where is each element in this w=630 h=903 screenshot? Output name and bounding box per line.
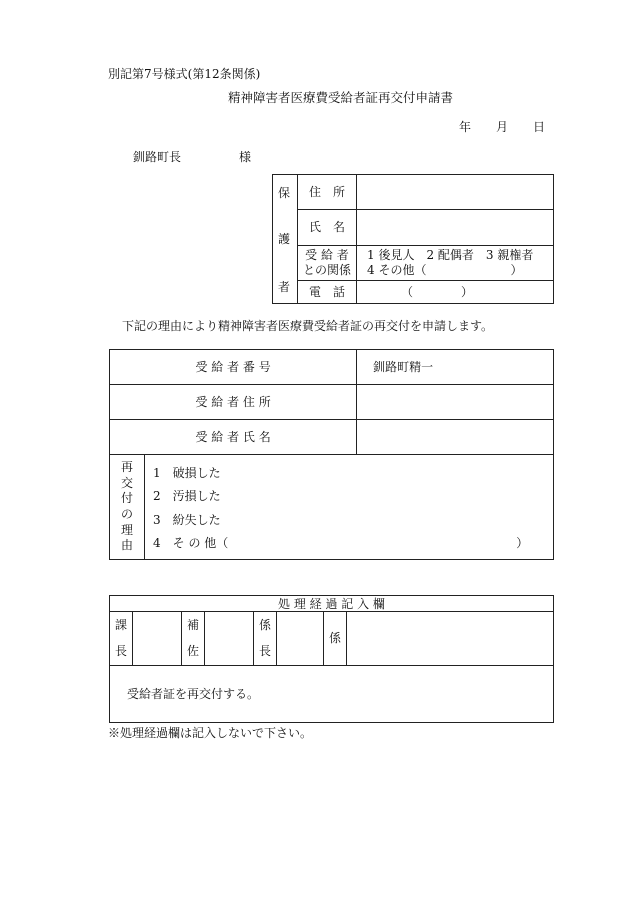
date-day-label: 日: [533, 120, 546, 134]
stamp-box-clerk[interactable]: [347, 612, 554, 666]
stamp-box-chief-clerk[interactable]: [277, 612, 324, 666]
recipient-address-label: 受 給 者 住 所: [110, 385, 357, 420]
recipient-name-label: 受 給 者 氏 名: [110, 420, 357, 455]
form-reference: 別記第7号様式(第12条関係): [108, 67, 261, 81]
recipient-number-field[interactable]: 釧路町精一: [357, 350, 554, 385]
honorific: 様: [239, 150, 252, 164]
phone-label: 電 話: [298, 280, 357, 303]
date-month-label: 月: [496, 120, 509, 134]
guardian-name-label: 氏 名: [298, 210, 357, 245]
relationship-label: 受 給 者 との関係: [298, 245, 357, 280]
stamp-label-clerk: 係: [324, 612, 347, 666]
date-year-label: 年: [459, 120, 472, 134]
form-title: 精神障害者医療費受給者証再交付申請書: [228, 90, 454, 105]
guardian-address-field[interactable]: [357, 175, 554, 210]
recipient-name-field[interactable]: [357, 420, 554, 455]
stamp-box-assistant[interactable]: [205, 612, 254, 666]
recipient-number-label: 受 給 者 番 号: [110, 350, 357, 385]
reason-item[interactable]: 4 そ の 他（ ）: [153, 536, 529, 550]
addressee: 釧路町長: [133, 150, 182, 164]
processing-note: 受給者証を再交付する。: [110, 665, 554, 722]
reason-item[interactable]: 1 破損した: [153, 466, 221, 480]
guardian-name-field[interactable]: [357, 210, 554, 245]
reason-item[interactable]: 2 汚損した: [153, 489, 221, 503]
footnote: ※処理経過欄は記入しないで下さい。: [108, 726, 313, 740]
stamp-label-chief-clerk: 係 長: [254, 612, 277, 666]
stamp-label-section-chief: 課 長: [110, 612, 133, 666]
recipient-address-field[interactable]: [357, 385, 554, 420]
processing-title: 処 理 経 過 記 入 欄: [110, 596, 554, 612]
reason-label: 再 交 付 の 理 由: [110, 455, 145, 560]
phone-field[interactable]: （ ）: [357, 280, 554, 303]
guardian-table: [272, 174, 554, 304]
processing-table: [109, 595, 554, 723]
applicant-table: [109, 349, 554, 560]
reason-item[interactable]: 3 紛失した: [153, 513, 221, 527]
application-statement: 下記の理由により精神障害者医療費受給者証の再交付を申請します。: [122, 319, 494, 333]
guardian-side-label: 保 護 者: [273, 175, 298, 304]
relationship-options[interactable]: 1 後見人 2 配偶者 3 親権者 4 その他（ ）: [357, 245, 554, 280]
guardian-address-label: 住 所: [298, 175, 357, 210]
reason-list: [145, 455, 554, 560]
stamp-box-section-chief[interactable]: [133, 612, 182, 666]
stamp-label-assistant: 補 佐: [182, 612, 205, 666]
